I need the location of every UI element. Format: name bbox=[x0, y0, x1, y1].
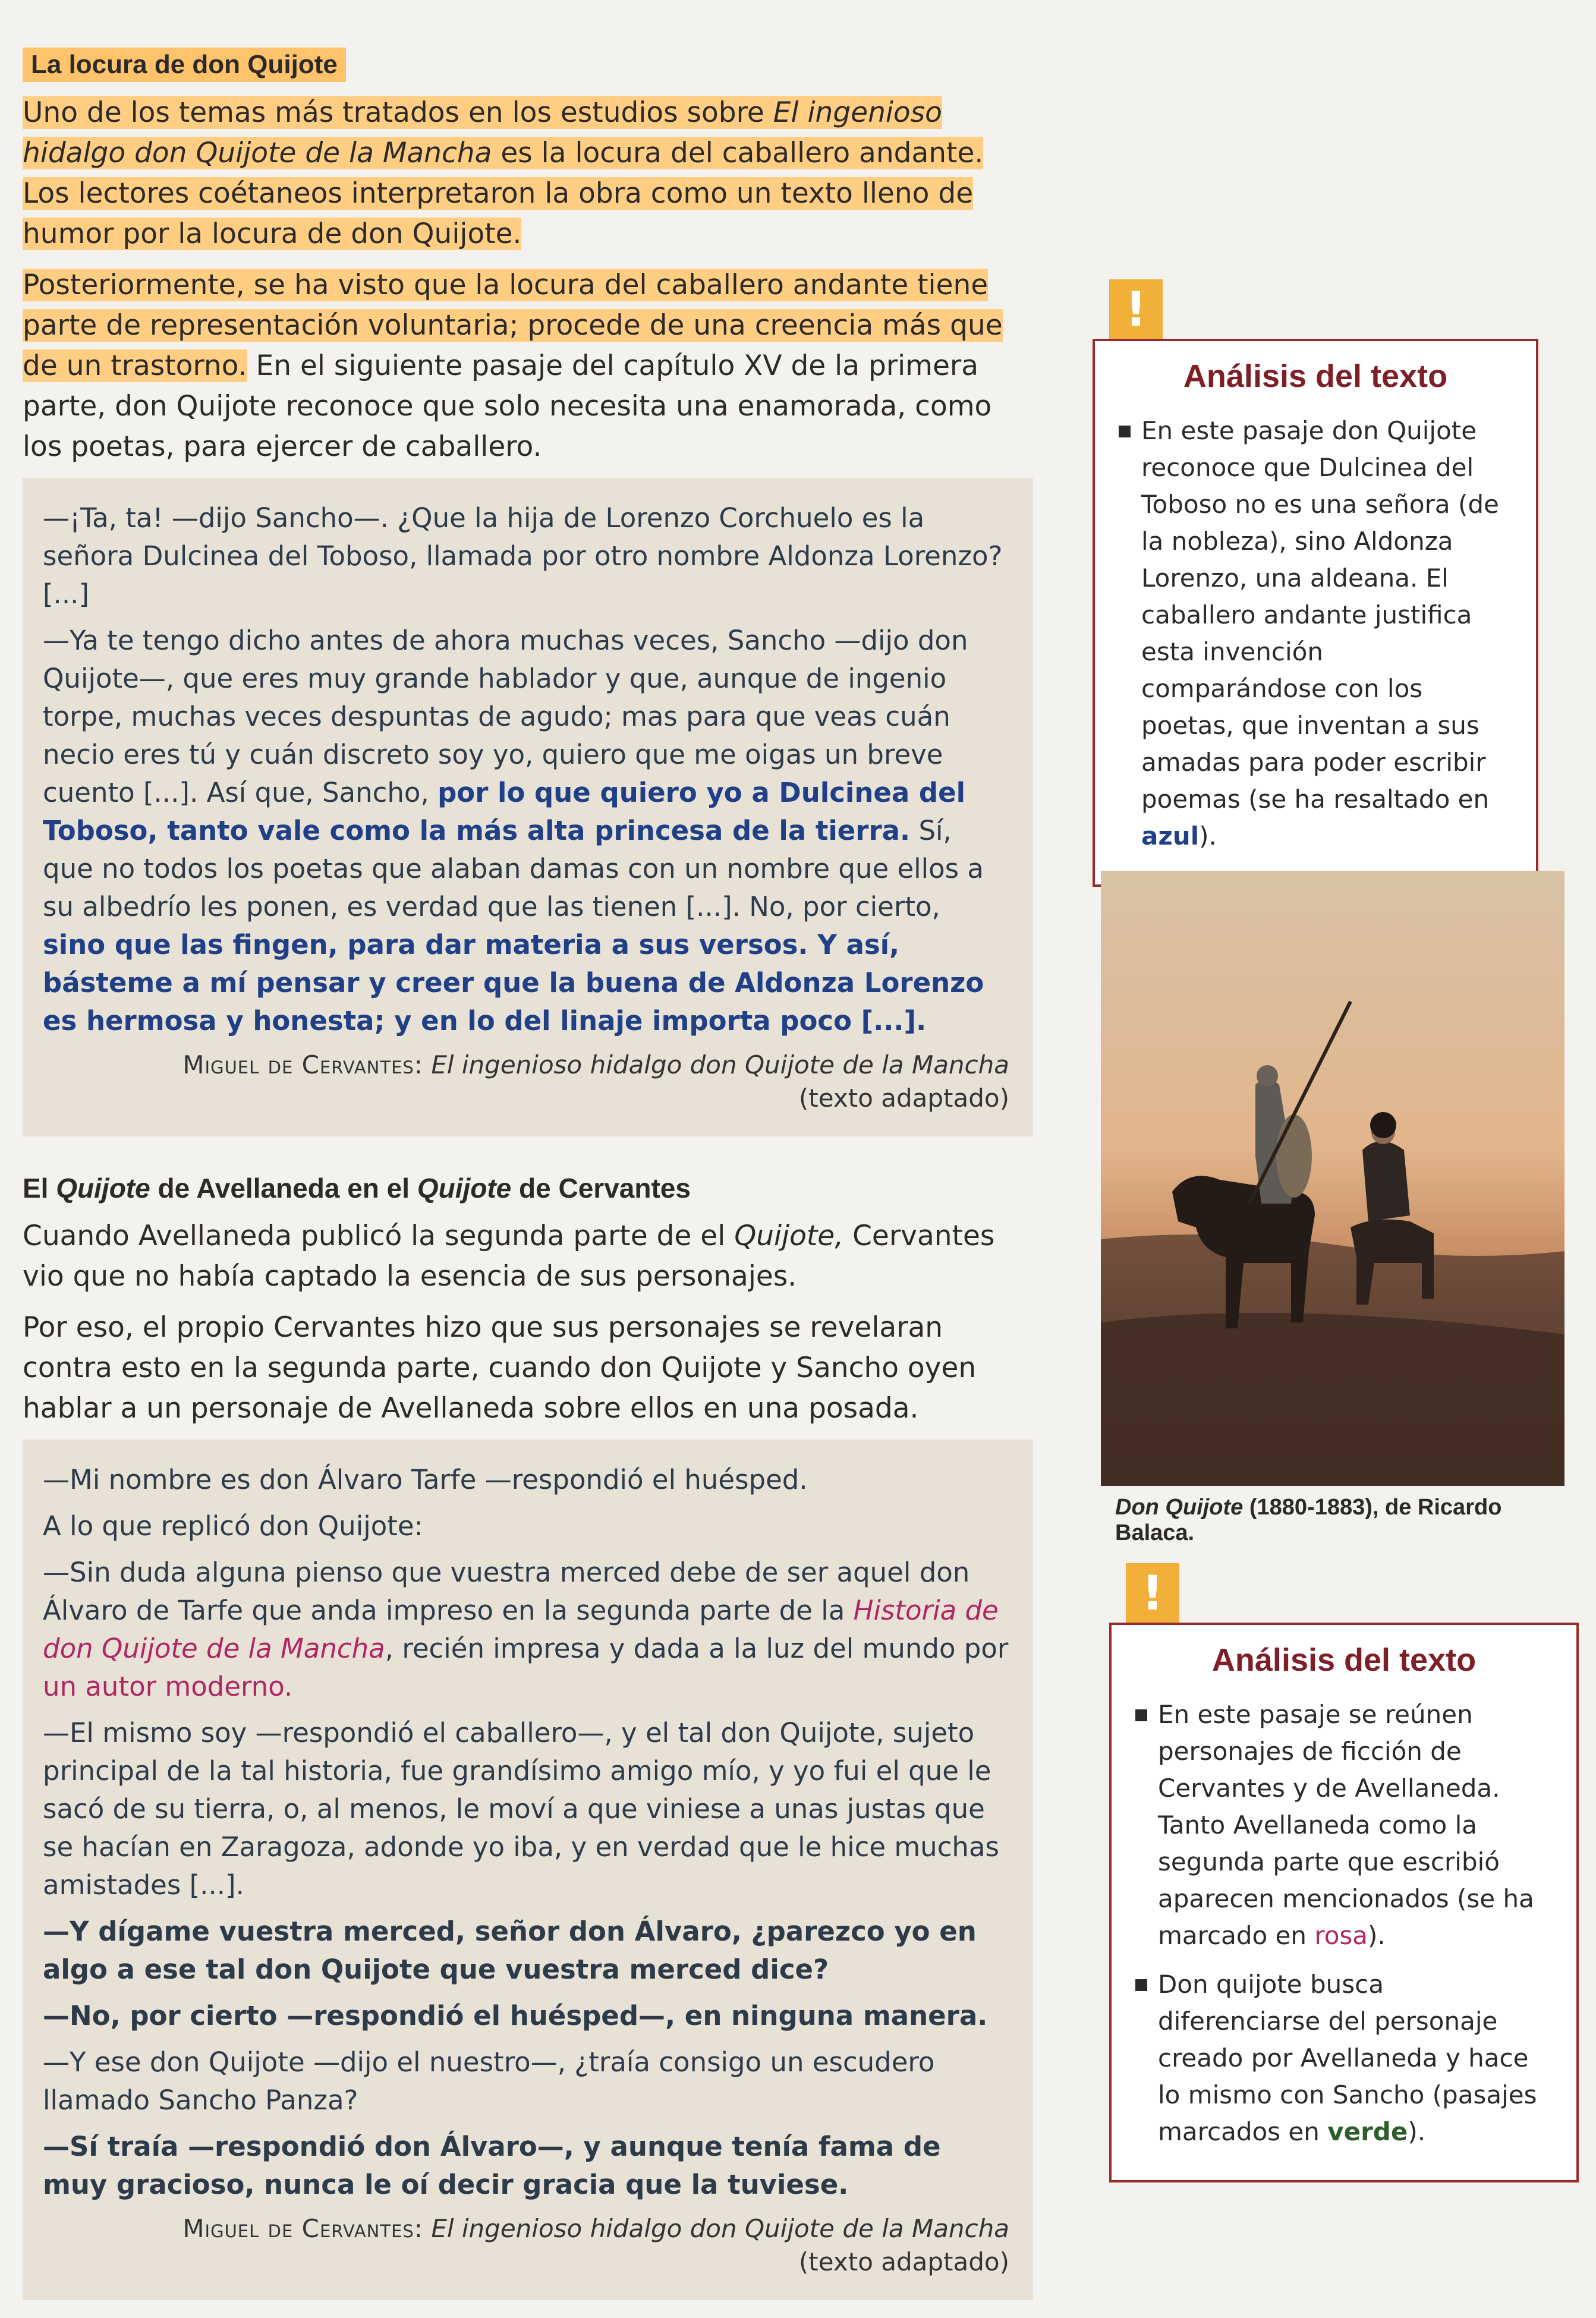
analysis-box-2 bbox=[1109, 1563, 1579, 2182]
quote1-source: Miguel de Cervantes: El ingenioso hidalgo don Quijote de la Mancha (texto adaptado) bbox=[182, 1050, 1009, 1113]
section-title-avellaneda: El Quijote de Avellaneda en el Quijote de Cervantes bbox=[23, 1173, 691, 1204]
quote2-line-2: A lo que replicó don Quijote: bbox=[43, 1510, 423, 1542]
quote1-line-2: —Ya te tengo dicho antes de ahora muchas veces, Sancho —dijo don Quijote—, que eres muy grande hablador y que, aunque de ingenio torpe, muchas veces despuntas de agudo; mas para que veas cuán necio eres tú y cuán discreto soy yo, quiero que me oigas un breve cuento [...]. Así que, Sancho, por lo que quiero yo a Dulcinea del Toboso, tanto vale como la más alta princesa de la tierra. Sí, que no todos los poetas que alaban damas con un nombre que ellos a su albedrío les ponen, es verdad que las tienen [...]. No, por cierto, sino que las fingen, para dar materia a sus versos. Y así, básteme a mí pensar y creer que la buena de Aldonza Lorenzo es hermosa y honesta; y en lo del linaje importa poco [...]. bbox=[43, 625, 984, 1037]
quote2-line-7: —Y ese don Quijote —dijo el nuestro—, ¿traía consigo un escudero llamado Sancho Panza? bbox=[43, 2046, 935, 2116]
analysis-box-2-title: Análisis del texto bbox=[1211, 1642, 1477, 1678]
painting-don-quijote bbox=[1101, 871, 1564, 1486]
quote2-line-1: —Mi nombre es don Álvaro Tarfe —respondió el huésped. bbox=[43, 1464, 808, 1495]
exclamation-icon: ! bbox=[1109, 279, 1163, 339]
quote2-line-6: —No, por cierto —respondió el huésped—, en ninguna manera. bbox=[43, 2000, 988, 2032]
section-title-locura: La locura de don Quijote bbox=[23, 48, 346, 82]
blue-mark-1: por lo que quiero yo a Dulcinea del Toboso, tanto vale como la más alta princesa de la tierra. bbox=[43, 777, 966, 846]
intro-paragraph-1: Uno de los temas más tratados en los estudios sobre El ingenioso hidalgo don Quijote de la Mancha es la locura del caballero andante. Los lectores coétaneos interpretaron la obra como un texto lleno de humor por la locura de don Quijote. bbox=[23, 96, 984, 250]
quote2-line-8: —Sí traía —respondió don Álvaro—, y aunque tenía fama de muy gracioso, nunca le oí decir gracia que la tuviese. bbox=[43, 2131, 941, 2200]
analysis-box-2-item-2: Don quijote busca diferenciarse del personaje creado por Avellaneda y hace lo mismo con Sancho (pasajes marcados en verde). bbox=[1135, 1966, 1553, 2150]
analysis-box-1-item: En este pasaje don Quijote reconoce que Dulcinea del Toboso no es una señora (de la nobleza), sino Aldonza Lorenzo, una aldeana. El caballero andante justifica esta invención comparándose con los poetas, que inventan a sus amadas para poder escribir poemas (se ha resaltado en azul). bbox=[1119, 412, 1512, 855]
pink-mark-1: Historia de don Quijote de la Mancha bbox=[43, 1595, 999, 1664]
quote2-source: Miguel de Cervantes: El ingenioso hidalgo don Quijote de la Mancha (texto adaptado) bbox=[182, 2214, 1009, 2276]
square-bullet-icon bbox=[1135, 1709, 1147, 1721]
quote2-line-5: —Y dígame vuestra merced, señor don Álvaro, ¿parezco yo en algo a ese tal don Quijote que vuestra merced dice? bbox=[43, 1916, 977, 1985]
quote-box-1 bbox=[23, 478, 1033, 1136]
avellaneda-paragraph-1: Cuando Avellaneda publicó la segunda parte de el Quijote, Cervantes vio que no había captado la esencia de sus personajes. bbox=[23, 1220, 995, 1293]
analysis-box-1-title: Análisis del texto bbox=[1183, 358, 1448, 394]
painting-caption: Don Quijote (1880-1883), de Ricardo Balaca. bbox=[1115, 1495, 1502, 1545]
analysis-box-2-item-1: En este pasaje se reúnen personajes de ficción de Cervantes y de Avellaneda. Tanto Avellaneda como la segunda parte que escribió aparecen mencionados (se ha marcado en rosa). bbox=[1135, 1696, 1553, 1954]
square-bullet-icon bbox=[1135, 1979, 1147, 1991]
analysis-box-2-frame bbox=[1109, 1623, 1579, 2182]
pink-mark-2: un autor moderno. bbox=[43, 1671, 293, 1702]
analysis-box-1-frame bbox=[1093, 339, 1538, 887]
main-column bbox=[23, 48, 1033, 2318]
quote-box-2 bbox=[23, 1440, 1033, 2300]
quote1-line-1: —¡Ta, ta! —dijo Sancho—. ¿Que la hija de Lorenzo Corchuelo es la señora Dulcinea del Toboso, llamada por otro nombre Aldonza Lorenzo? [...] bbox=[43, 502, 1003, 610]
intro-paragraph-2: Posteriormente, se ha visto que la locura del caballero andante tiene parte de representación voluntaria; procede de una creencia más que de un trastorno. En el siguiente pasaje del capítulo XV de la primera parte, don Quijote reconoce que solo necesita una enamorada, como los poetas, para ejercer de caballero. bbox=[23, 269, 1003, 463]
blue-mark-2: sino que las fingen, para dar materia a sus versos. Y así, básteme a mí pensar y creer que la buena de Aldonza Lorenzo es hermosa y honesta; y en lo del linaje importa poco [...]. bbox=[43, 929, 984, 1037]
square-bullet-icon bbox=[1119, 426, 1131, 437]
exclamation-icon: ! bbox=[1126, 1563, 1179, 1623]
avellaneda-paragraph-2: Por eso, el propio Cervantes hizo que sus personajes se revelaran contra esto en la segunda parte, cuando don Quijote y Sancho oyen hablar a un personaje de Avellaneda sobre ellos en una posada. bbox=[23, 1311, 977, 1425]
quote2-line-3: —Sin duda alguna pienso que vuestra merced debe de ser aquel don Álvaro de Tarfe que anda impreso en la segunda parte de la Historia de don Quijote de la Mancha, recién impresa y dada a la luz del mundo por un autor moderno. bbox=[43, 1557, 1009, 1702]
painting-image bbox=[1101, 871, 1564, 1486]
analysis-box-1 bbox=[1093, 279, 1538, 887]
quote2-line-4: —El mismo soy —respondió el caballero—, y el tal don Quijote, sujeto principal de la tal historia, fue grandísimo amigo mío, y yo fui el que le sacó de su tierra, o, al menos, le moví a que viniese a unas justas que se hacían en Zaragoza, adonde yo iba, y en verdad que le hice muchas amistades [...]. bbox=[43, 1717, 999, 1901]
